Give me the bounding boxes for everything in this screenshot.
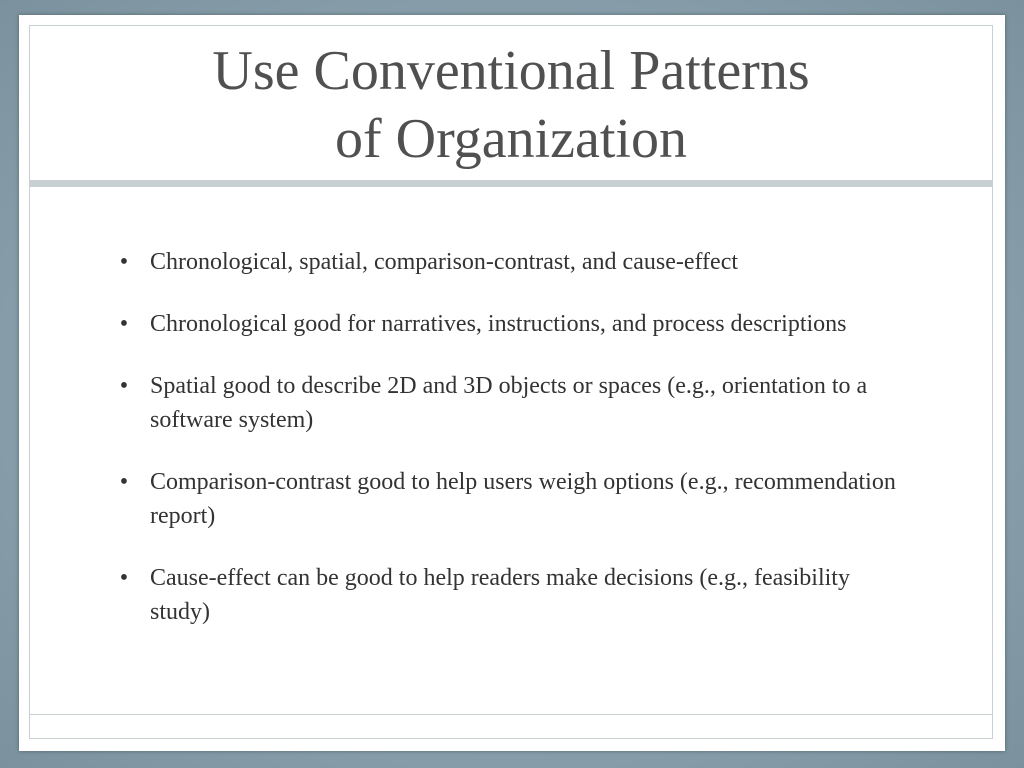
bullet-item — [114, 307, 914, 341]
bullet-dot-icon: • — [119, 469, 129, 495]
bullet-item — [114, 369, 914, 437]
bullet-dot-icon: • — [119, 565, 129, 591]
bullet-dot-icon: • — [119, 249, 129, 275]
title-divider — [30, 180, 992, 187]
bullet-text: Cause-effect can be good to help readers make decisions (e.g., feasibility study) — [150, 565, 850, 625]
bullet-item — [114, 465, 914, 533]
slide — [19, 15, 1005, 751]
bullet-item — [114, 561, 914, 629]
slide-title-line-1: Use Conventional Patterns — [212, 40, 810, 102]
footer-divider — [30, 714, 992, 715]
bullet-text: Chronological good for narratives, instructions, and process descriptions — [150, 311, 847, 337]
bullet-text: Chronological, spatial, comparison-contrast, and cause-effect — [150, 249, 739, 275]
bullet-text: Comparison-contrast good to help users weigh options (e.g., recommendation report) — [150, 469, 896, 529]
bullet-dot-icon: • — [119, 311, 129, 337]
bullet-list — [114, 245, 914, 657]
bullet-dot-icon: • — [119, 373, 129, 399]
bullet-item — [114, 245, 914, 279]
slide-title-line-2: of Organization — [335, 108, 687, 170]
bullet-text: Spatial good to describe 2D and 3D objects or spaces (e.g., orientation to a software system) — [150, 373, 868, 433]
slide-title — [30, 37, 992, 173]
